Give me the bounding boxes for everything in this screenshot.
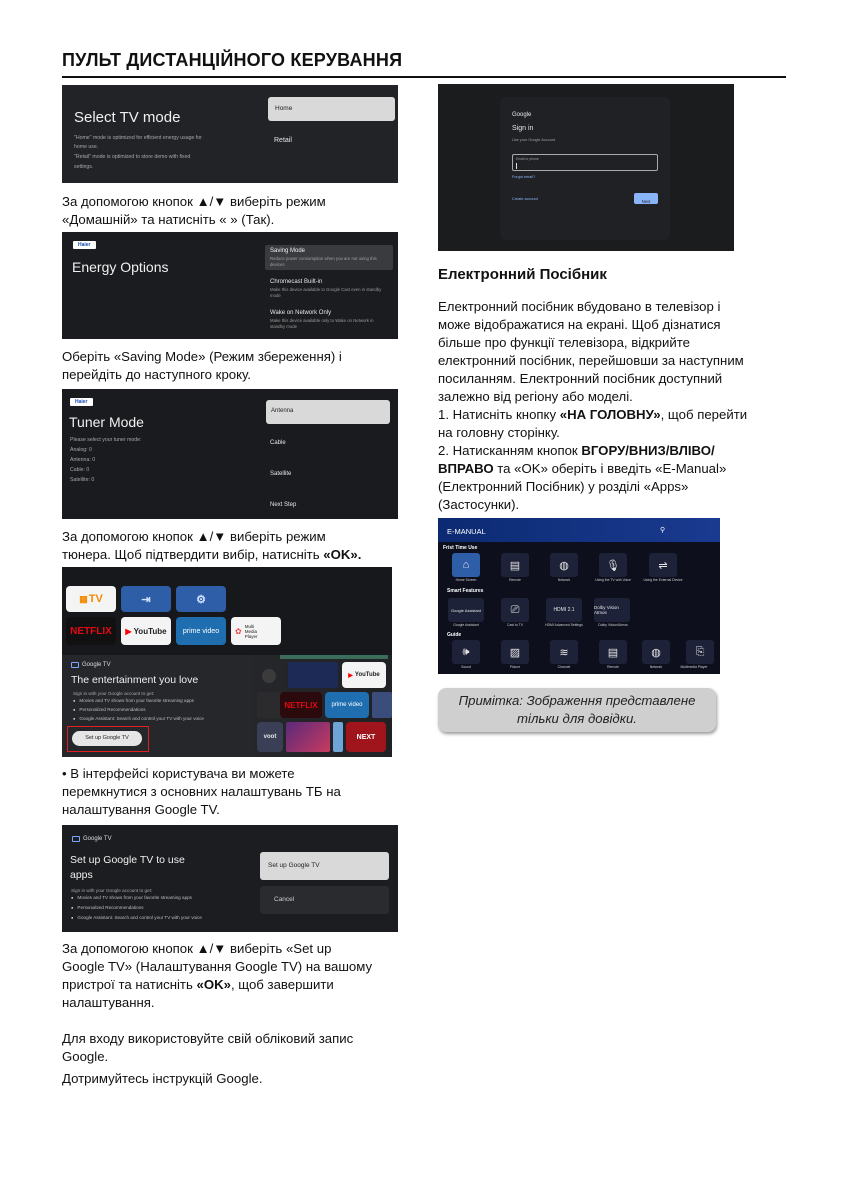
youtube-icon: ▶ <box>125 626 132 636</box>
set-up-google-tv-label: Set up Google TV <box>85 735 129 741</box>
app-tile-prime[interactable] <box>176 617 226 645</box>
poster-strip-top <box>280 655 388 659</box>
app-tile-media-player[interactable] <box>231 617 281 645</box>
poster-purple[interactable] <box>286 722 330 752</box>
caption-account-line1: Для входу використовуйте свій обліковий запис <box>62 1031 354 1046</box>
settings-icon: ⚙ <box>196 593 206 606</box>
tv-mode-desc-3: "Retail" mode is optimized to store demo with fixed <box>74 154 191 160</box>
tuner-option-cable[interactable]: Cable <box>270 440 286 446</box>
sign-in-sub: Use your Google Account <box>512 138 556 142</box>
screenshot-tuner-mode <box>62 389 398 519</box>
poster-disney[interactable] <box>288 662 338 688</box>
emanual-google-assistant-icon[interactable] <box>448 598 484 622</box>
haier-logo: Haier <box>73 241 96 249</box>
emanual-hdmi-text: HDMI 2.1 <box>553 607 575 613</box>
caption-tv-mode-line1: За допомогою кнопок ▲/▼ виберіть режим <box>62 194 326 209</box>
energy-option-wake-on-network[interactable] <box>270 310 388 329</box>
media-player-icon: ✿ <box>235 626 242 636</box>
emanual-r3-label-4: Remote <box>607 665 619 669</box>
emanual-network-icon[interactable]: ◍ <box>550 553 578 577</box>
home-label: Home <box>275 105 293 112</box>
step2-post: та «OK» оберіть і введіть «E-Manual» <box>493 461 727 476</box>
tv-mode-desc-1: "Home" mode is optimized for efficient energy usage for <box>74 135 202 141</box>
emanual-p3: більше про функції телевізора, відкрийте <box>438 335 690 350</box>
gtv-headline: The entertainment you love <box>71 674 199 686</box>
emanual-multimedia-icon[interactable]: ⎘ <box>686 640 714 664</box>
screenshot-tv-mode <box>62 85 398 183</box>
page-title: ПУЛЬТ ДИСТАНЦІЙНОГО КЕРУВАННЯ <box>62 50 403 70</box>
emanual-r3-label-6: Multimedia Player <box>680 665 708 669</box>
caption-tv-mode-line2: «Домашній» та натисніть « » (Так). <box>62 212 275 227</box>
forgot-email-link[interactable]: Forgot email? <box>512 175 536 179</box>
setup-bullet-3: ● Google Assistant: Search and control your TV with your voice <box>71 915 202 920</box>
tv-tile-label: TV <box>88 593 103 605</box>
tuner-option-satellite[interactable]: Satellite <box>270 471 292 477</box>
emanual-r2-label-1: Google Assistant <box>453 623 479 627</box>
caption-ui-switch-line1: • В інтерфейсі користувача ви можете <box>62 766 295 781</box>
emanual-r1-label-4: Using the TV with Voice <box>595 578 631 582</box>
emanual-home-screen-icon[interactable]: ⌂ <box>452 553 480 577</box>
emanual-p2: може відображатися на екрані. Щоб дізнатися <box>438 317 721 332</box>
netflix-label: NETFLIX <box>70 625 112 637</box>
wake-desc: Make this device available only to Wake on Network in standby mode <box>270 318 374 329</box>
poster-youtube-icon: ▶ <box>348 672 353 679</box>
gtv-bullet-1: ● Movies and TV shows from your favorite streaming apps <box>73 698 194 703</box>
emanual-section-smart: Smart Features <box>447 588 484 594</box>
tv-tile-icon: ▦ <box>79 593 88 604</box>
emanual-external-device-icon[interactable]: ⇌ <box>649 553 677 577</box>
setup-bullet-2: ● Personalized Recommendations <box>71 905 144 910</box>
emanual-step2-line4: (Застосунки). <box>438 497 520 512</box>
google-tv-logo <box>71 662 111 668</box>
caption-setup-line3-post: , щоб завершити <box>230 977 334 992</box>
caption-setup-line3-pre: пристрої та натисніть <box>62 977 197 992</box>
email-field-label: Email or phone <box>516 157 539 161</box>
emanual-dolby-text: Dolby Vision Atmos <box>594 605 619 615</box>
caption-follow-line1: Дотримуйтесь інструкцій Google. <box>62 1071 263 1086</box>
screenshot-google-sign-in <box>438 84 734 251</box>
step2-pre: 2. Натисканням кнопок <box>438 443 582 458</box>
emanual-r3-label-2: Picture <box>509 665 521 669</box>
caption-setup-line3 <box>62 976 407 994</box>
tuner-antenna-count: Antenna: 0 <box>70 457 96 463</box>
emanual-step1 <box>438 406 783 424</box>
youtube-label: YouTube <box>133 626 167 636</box>
media-player-label: Multi Media Player <box>244 623 258 639</box>
setup-title-1: Set up Google TV to use <box>70 854 185 866</box>
emanual-remote-icon[interactable]: ▤ <box>501 553 529 577</box>
prime-label: prime video <box>182 627 220 635</box>
poster-prime-label: prime video <box>331 702 363 708</box>
emanual-r2-label-4: Dolby Vision/Atmos <box>598 623 628 627</box>
wake-title: Wake on Network Only <box>270 310 332 316</box>
emanual-guide-network-icon[interactable]: ◍ <box>642 640 670 664</box>
poster-youtube-label: YouTube <box>354 672 380 678</box>
poster-voot-label: voot <box>263 734 277 740</box>
sign-in-title: Sign in <box>512 125 534 132</box>
tuner-option-next-step[interactable]: Next Step <box>270 502 297 508</box>
energy-option-saving[interactable] <box>265 245 393 270</box>
caption-ui-switch-line2: перемкнутися з основних налаштувань ТБ на <box>62 784 341 799</box>
emanual-step2-line2 <box>438 460 783 478</box>
screenshot-energy-options <box>62 232 398 339</box>
poster-prime[interactable] <box>325 692 369 718</box>
emanual-title: E-MANUAL <box>447 527 486 536</box>
tuner-option-antenna[interactable] <box>266 400 390 424</box>
app-tile-settings[interactable] <box>176 586 226 612</box>
emanual-r2-label-3: HDMI Advanced Settings <box>545 623 583 627</box>
screenshot-google-tv-home <box>62 567 392 757</box>
caption-setup-line1: За допомогою кнопок ▲/▼ виберіть «Set up <box>62 941 332 956</box>
gtv-sub: Sign in with your Google account to get: <box>73 691 155 696</box>
chromecast-title: Chromecast Built-in <box>270 279 323 285</box>
note-line2: тільки для довідки. <box>517 711 637 726</box>
caption-tuner-line2 <box>62 546 407 564</box>
setup-title-2: apps <box>70 869 93 881</box>
caption-setup-line4: налаштування. <box>62 995 155 1010</box>
gtv-bullet-2: ● Personalized Recommendations <box>73 707 146 712</box>
google-tv-label: Google TV <box>82 662 111 668</box>
app-tile-tv[interactable] <box>66 586 116 612</box>
antenna-label: Antenna <box>271 408 294 414</box>
emanual-p6: залежно від регіону або моделі. <box>438 389 633 404</box>
setup-option-label: Set up Google TV <box>268 862 320 869</box>
emanual-dolby-icon[interactable] <box>594 598 630 622</box>
saving-mode-title: Saving Mode <box>270 248 306 254</box>
caption-tuner-line2-text: тюнера. Щоб підтвердити вибір, натисніть <box>62 547 324 562</box>
caption-ui-switch-line3: налаштування Google TV. <box>62 802 220 817</box>
emanual-hdmi-icon[interactable] <box>546 598 582 622</box>
tuner-desc: Please select your tuner mode: <box>70 437 142 443</box>
tv-mode-desc-4: settings. <box>74 164 94 170</box>
emanual-r3-label-3: Channel <box>557 665 571 669</box>
poster-next[interactable] <box>346 722 386 752</box>
emanual-search-icon[interactable]: ⚲ <box>660 527 666 534</box>
step2-bold2: ВПРАВО <box>438 461 494 476</box>
emanual-step2 <box>438 442 783 460</box>
energy-option-chromecast[interactable] <box>270 279 388 298</box>
emanual-r1-label-5: Using the External Device <box>643 578 683 582</box>
step1-post: , щоб перейти <box>660 407 748 422</box>
poster-extra[interactable] <box>372 692 392 718</box>
caption-account <box>62 1030 407 1066</box>
google-tv-icon <box>72 836 80 842</box>
caption-ui-switch <box>62 765 407 819</box>
tv-mode-title: Select TV mode <box>74 109 181 126</box>
step1-bold: «НА ГОЛОВНУ» <box>559 407 661 422</box>
poster-netflix-label: NETFLIX <box>284 700 318 710</box>
next-button-label: Next <box>641 199 651 204</box>
energy-title: Energy Options <box>72 259 169 275</box>
caption-energy-line1: Оберіть «Saving Mode» (Режим збереження) і <box>62 349 342 364</box>
caption-tuner-ok: «OK». <box>323 547 362 562</box>
caption-account-line2: Google. <box>62 1049 109 1064</box>
email-field[interactable] <box>512 154 658 171</box>
screenshot-emanual <box>438 518 720 674</box>
app-tile-input[interactable] <box>121 586 171 612</box>
step2-bold: ВГОРУ/ВНИЗ/ВЛІВО/ <box>581 443 715 458</box>
next-button[interactable] <box>634 193 658 204</box>
emanual-section-guide: Guide <box>447 632 462 638</box>
input-icon: ⇥ <box>141 593 151 606</box>
gtv-bullet-3: ● Google Assistant: Search and control your TV with your voice <box>73 716 204 721</box>
poster-next-label: NEXT <box>356 733 376 741</box>
emanual-step1-line2: на головну сторінку. <box>438 425 560 440</box>
google-brand: Google <box>512 112 532 118</box>
caption-energy-line2: перейдіть до наступного кроку. <box>62 367 251 382</box>
setup-bullet-1: ● Movies and TV shows from your favorite streaming apps <box>71 895 192 900</box>
emanual-r2-label-2: Cast to TV <box>507 623 523 627</box>
caption-setup-ok: «OK» <box>196 977 231 992</box>
caption-energy <box>62 348 407 384</box>
emanual-r1-label-3: Network <box>557 578 571 582</box>
tv-mode-desc-2: home use. <box>74 144 99 150</box>
google-tv-icon <box>71 662 79 668</box>
poster-youtube[interactable] <box>342 662 386 688</box>
tuner-cable-count: Cable: 0 <box>70 467 90 473</box>
emanual-p4: електронний посібник, перейшовши за наступним <box>438 353 744 368</box>
emanual-p5: посиланням. Електронний посібник доступний <box>438 371 723 386</box>
poster-voot[interactable] <box>257 722 283 752</box>
email-field-cursor <box>516 163 517 169</box>
google-tv-label: Google TV <box>83 836 112 842</box>
tv-mode-option-home[interactable] <box>268 97 395 121</box>
haier-logo: Haier <box>70 398 93 406</box>
saving-mode-desc: Reduce power consumption when you are not using this devices <box>270 256 377 267</box>
emanual-heading: Електронний Посібник <box>438 266 607 283</box>
poster-sky[interactable] <box>333 722 343 752</box>
emanual-sound-icon[interactable]: 🕪 <box>452 640 480 664</box>
tv-mode-option-retail[interactable]: Retail <box>274 137 292 144</box>
create-account-link[interactable]: Create account <box>512 197 538 201</box>
emanual-step2-line3: (Електронний Посібник) у розділі «Apps» <box>438 479 689 494</box>
setup-option-cancel[interactable] <box>260 886 389 914</box>
step1-pre: 1. Натисніть кнопку <box>438 407 560 422</box>
emanual-section-first-time: Frist Time Use <box>443 545 478 551</box>
emanual-p1: Електронний посібник вбудовано в телевізор і <box>438 299 721 314</box>
tuner-title: Tuner Mode <box>69 414 144 430</box>
emanual-channel-icon[interactable]: ≋ <box>550 640 578 664</box>
poster-circle <box>262 669 276 683</box>
emanual-assistant-text: Google Assistant <box>450 607 482 613</box>
cancel-label: Cancel <box>274 896 295 903</box>
app-tile-netflix[interactable] <box>66 617 116 645</box>
setup-sub: Sign in with your Google account to get: <box>71 888 153 893</box>
screenshot-setup-google-tv <box>62 825 398 932</box>
caption-follow <box>62 1070 407 1088</box>
emanual-r1-label-2: Remote <box>509 578 521 582</box>
emanual-r3-label-1: Sound <box>461 665 471 669</box>
caption-tuner-line1: За допомогою кнопок ▲/▼ виберіть режим <box>62 529 326 544</box>
emanual-r1-label-1: Home Screen <box>455 578 477 582</box>
emanual-body <box>438 298 783 514</box>
tuner-satellite-count: Satellite: 0 <box>70 477 95 483</box>
caption-setup-line2: Google TV» (Налаштування Google TV) на вашому <box>62 959 373 974</box>
set-up-google-tv-button[interactable] <box>72 731 142 746</box>
app-tile-youtube[interactable] <box>121 617 171 645</box>
emanual-voice-icon[interactable]: 🎙 <box>599 553 627 577</box>
note-line1: Примітка: Зображення представлене <box>458 693 696 708</box>
setup-option-set-up[interactable] <box>260 852 389 880</box>
tuner-analog: Analog: 0 <box>70 447 92 453</box>
reference-note <box>438 688 716 732</box>
chromecast-desc: Make this device available to Google Cast even in standby mode <box>270 287 382 298</box>
emanual-r3-label-5: Network <box>649 665 663 669</box>
caption-tuner <box>62 528 407 564</box>
caption-tv-mode <box>62 193 407 229</box>
caption-setup <box>62 940 407 1012</box>
poster-netflix[interactable] <box>280 692 322 718</box>
emanual-cast-icon[interactable]: ⎚ <box>501 598 529 622</box>
emanual-guide-remote-icon[interactable]: ▤ <box>599 640 627 664</box>
google-tv-logo <box>72 836 112 842</box>
emanual-picture-icon[interactable]: ▨ <box>501 640 529 664</box>
title-rule <box>62 76 786 78</box>
